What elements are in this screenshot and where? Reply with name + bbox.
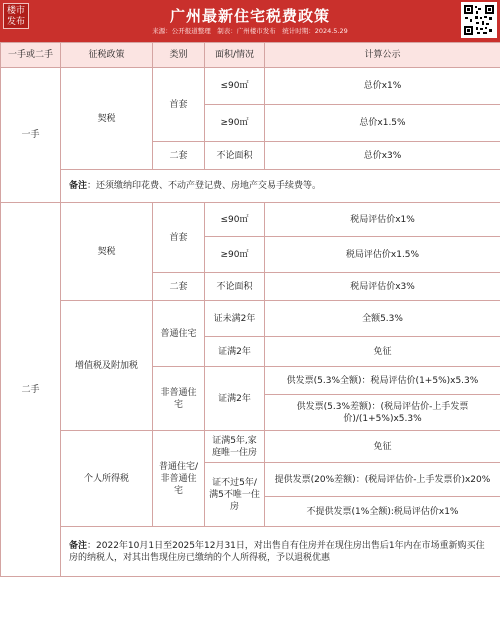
table-row bbox=[1, 301, 500, 337]
condition-cell: ≥90㎡ bbox=[205, 105, 265, 142]
formula-cell: 免征 bbox=[265, 431, 500, 463]
formula-cell: 税局评估价x1% bbox=[265, 203, 500, 237]
formula-cell: 供发票(5.3%差额)：(税局评估价-上手发票价)/(1+5%)x5.3% bbox=[265, 395, 500, 431]
table-row bbox=[1, 170, 500, 203]
formula-cell: 税局评估价x3% bbox=[265, 273, 500, 301]
condition-cell: ≤90㎡ bbox=[205, 68, 265, 105]
deed-tax-label: 契税 bbox=[61, 203, 153, 301]
note-label: 备注 bbox=[69, 181, 88, 191]
formula-cell: 免征 bbox=[265, 337, 500, 367]
table-row bbox=[1, 68, 500, 105]
non-ordinary-home-label: 非普通住宅 bbox=[153, 367, 205, 431]
first-home-label: 首套 bbox=[153, 68, 205, 142]
table-row bbox=[1, 203, 500, 237]
formula-cell: 税局评估价x1.5% bbox=[265, 237, 500, 273]
second-home-label: 二套 bbox=[153, 273, 205, 301]
second-hand-label: 二手 bbox=[1, 203, 61, 577]
condition-cell: 不论面积 bbox=[205, 273, 265, 301]
second-home-label: 二套 bbox=[153, 142, 205, 170]
condition-cell: 证未满2年 bbox=[205, 301, 265, 337]
condition-cell: ≥90㎡ bbox=[205, 237, 265, 273]
logo: 楼市发布 bbox=[3, 3, 29, 29]
table-header-row bbox=[1, 43, 500, 68]
formula-cell: 不提供发票(1%全额):税局评估价x1% bbox=[265, 497, 500, 527]
formula-cell: 提供发票(20%差额)：(税局评估价-上手发票价)x20% bbox=[265, 463, 500, 497]
deed-tax-label: 契税 bbox=[61, 68, 153, 170]
condition-cell: 证满2年 bbox=[205, 337, 265, 367]
column-header: 一手或二手 bbox=[1, 43, 61, 68]
table-row bbox=[1, 431, 500, 463]
note-text: ：还须缴纳印花费、不动产登记费、房地产交易手续费等。 bbox=[87, 181, 322, 191]
column-header: 计算公示 bbox=[265, 43, 500, 68]
condition-cell: 证满5年,家庭唯一住房 bbox=[205, 431, 265, 463]
home-type-label: 普通住宅/非普通住宅 bbox=[153, 431, 205, 527]
column-header: 类别 bbox=[153, 43, 205, 68]
qr-code-icon bbox=[461, 2, 497, 38]
condition-cell: 证不过5年/满5不唯一住房 bbox=[205, 463, 265, 527]
page-title: 广州最新住宅税费政策 bbox=[169, 7, 330, 25]
second-hand-note bbox=[61, 527, 500, 577]
income-tax-label: 个人所得税 bbox=[61, 431, 153, 527]
table-row bbox=[1, 527, 500, 577]
condition-cell: 证满2年 bbox=[205, 367, 265, 431]
vat-label: 增值税及附加税 bbox=[61, 301, 153, 431]
first-hand-note bbox=[61, 170, 500, 203]
column-header: 面积/情况 bbox=[205, 43, 265, 68]
formula-cell: 供发票(5.3%全额)：税局评估价(1+5%)x5.3% bbox=[265, 367, 500, 395]
condition-cell: ≤90㎡ bbox=[205, 203, 265, 237]
condition-cell: 不论面积 bbox=[205, 142, 265, 170]
first-hand-label: 一手 bbox=[1, 68, 61, 203]
column-header: 征税政策 bbox=[61, 43, 153, 68]
tax-policy-table bbox=[0, 42, 500, 577]
formula-cell: 总价x3% bbox=[265, 142, 500, 170]
formula-cell: 总价x1.5% bbox=[265, 105, 500, 142]
page-subtitle: 来源：公开报道整理 制表：广州楼市发布 统计时期：2024.5.29 bbox=[152, 27, 348, 35]
note-label: 备注 bbox=[69, 540, 88, 551]
first-home-label: 首套 bbox=[153, 203, 205, 273]
header bbox=[0, 0, 500, 42]
formula-cell: 总价x1% bbox=[265, 68, 500, 105]
ordinary-home-label: 普通住宅 bbox=[153, 301, 205, 367]
note-text: ：2022年10月1日至2025年12月31日，对出售自有住房并在现住房出售后1年内在市场重新购买住房的纳税人，对其出售现住房已缴纳的个人所得税，予以退税优惠 bbox=[69, 540, 485, 563]
formula-cell: 全额5.3% bbox=[265, 301, 500, 337]
